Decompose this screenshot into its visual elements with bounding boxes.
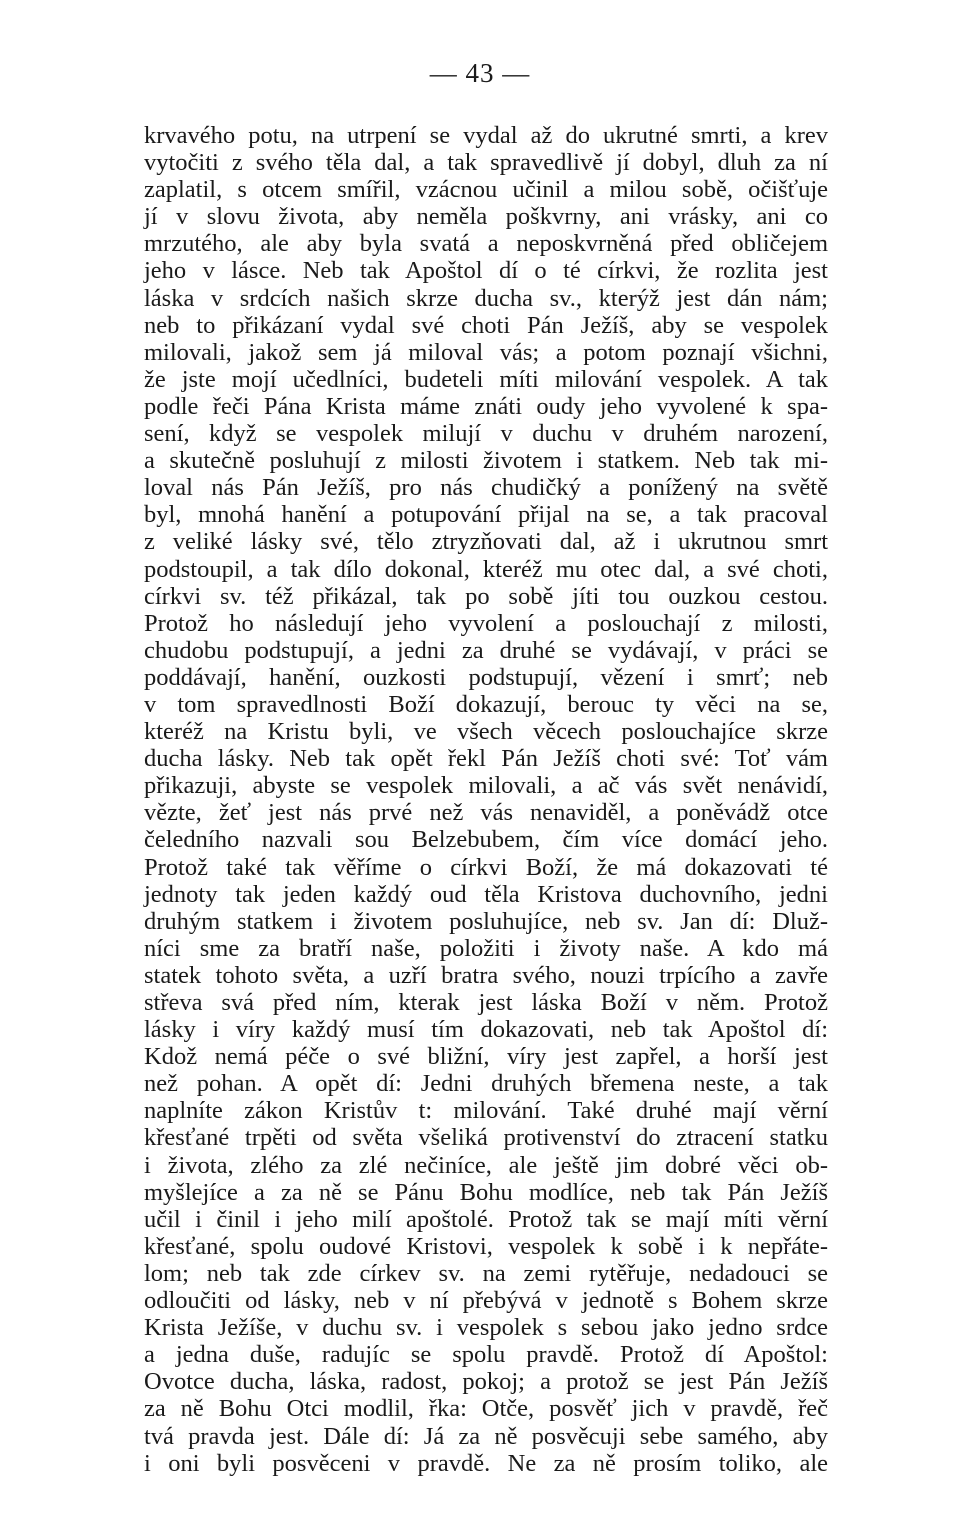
text-line: církvi sv. též přikázal, tak po sobě jíti tou ouzkou cestou. xyxy=(144,582,828,610)
text-line: mrzutého, ale aby byla svatá a neposkvrněná před obličejem xyxy=(144,230,828,258)
text-line: že jste mojí učedlníci, budeteli míti milování vespolek. A tak xyxy=(144,365,828,393)
text-line: statek tohoto světa, a uzří bratra svého, nouzi trpícího a zavře xyxy=(144,961,828,989)
text-line: křesťané trpěti od světa všeliká protivenství do ztracení statku xyxy=(144,1124,828,1152)
text-line: kteréž na Kristu byli, ve všech věcech poslouchajíce skrze xyxy=(144,718,828,746)
text-line: krvavého potu, na utrpení se vydal až do ukrutné smrti, a krev xyxy=(144,122,828,149)
text-line: zaplatil, s otcem smířil, vzácnou učinil a milou sobě, očišťuje xyxy=(144,176,828,204)
text-line: střeva svá před ním, kterak jest láska Boží v něm. Protož xyxy=(144,989,828,1016)
text-line: níci sme za bratří naše, položiti i životy naše. A kdo má xyxy=(144,934,828,962)
text-line: učil i činil i jeho milí apoštolé. Protož tak se mají míti věrní xyxy=(144,1205,828,1233)
text-line: i oni byli posvěceni v pravdě. Ne za ně prosím toliko, ale xyxy=(144,1449,828,1477)
text-line: sení, když se vespolek milují v duchu v druhém narození, xyxy=(144,420,828,448)
text-line: lásky i víry každý musí tím dokazovati, neb tak Apoštol dí: xyxy=(144,1016,828,1044)
text-line: odloučiti od lásky, neb v ní přebývá v jednotě s Bohem skrze xyxy=(144,1287,828,1315)
text-line: než pohan. A opět dí: Jedni druhých břemena neste, a tak xyxy=(144,1070,828,1098)
text-line: milovali, jakož sem já miloval vás; a potom poznají všichni, xyxy=(144,338,828,366)
text-line: podle řeči Pána Krista máme znáti oudy jeho vyvolené k spa- xyxy=(144,392,828,420)
text-line: neb to přikázaní vydal své choti Pán Ježíš, aby se vespolek xyxy=(144,311,828,339)
text-line: přikazuji, abyste se vespolek milovali, a ač vás svět nenávidí, xyxy=(144,772,828,800)
text-line: lom; neb tak zde církev sv. na zemi rytěřuje, nedadouci se xyxy=(144,1259,828,1287)
text-line: loval nás Pán Ježíš, pro nás chudičký a ponížený na světě xyxy=(144,474,828,502)
text-line: čeledního nazvali sou Belzebubem, čím více domácí jeho. xyxy=(144,826,828,854)
text-line: chudobu podstupují, a jedni za druhé se vydávají, v práci se xyxy=(144,636,828,664)
text-line: a skutečně posluhují z milosti životem i statkem. Neb tak mi- xyxy=(144,447,828,475)
text-line: láska v srdcích našich skrze ducha sv., kterýž jest dán nám; xyxy=(144,284,828,312)
text-line: z veliké lásky své, tělo ztryzňovati dal, až i ukrutnou smrt xyxy=(144,528,828,556)
text-line: Krista Ježíše, v duchu sv. i vespolek s sebou jako jedno srdce xyxy=(144,1314,828,1342)
text-line: v tom spravedlnosti Boží dokazují, berouc ty věci na se, xyxy=(144,690,828,718)
text-line: jeho v lásce. Neb tak Apoštol dí o té církvi, že rozlita jest xyxy=(144,257,828,285)
text-line: a jedna duše, radujíc se spolu pravdě. Protož dí Apoštol: xyxy=(144,1341,828,1369)
text-line: podstoupil, a tak dílo dokonal, kteréž mu otec dal, a své choti, xyxy=(144,555,828,583)
text-line: tvá pravda jest. Dále dí: Já za ně posvěcuji sebe samého, aby xyxy=(144,1422,828,1450)
page-number: — 43 — xyxy=(429,58,531,88)
text-line: myšlejíce a za ně se Pánu Bohu modlíce, neb tak Pán Ježíš xyxy=(144,1178,828,1206)
text-line: druhým statkem i životem posluhujíce, neb sv. Jan dí: Dluž- xyxy=(144,907,828,935)
text-line: Protož také tak věříme o církvi Boží, že má dokazovati té xyxy=(144,853,828,881)
text-line: byl, mnohá hanění a potupování přijal na se, a tak pracoval xyxy=(144,501,828,529)
text-line: poddávají, hanění, ouzkosti podstupují, vězení i smrť; neb xyxy=(144,663,828,691)
text-line: vězte, žeť jest nás prvé než vás nenaviděl, a poněvádž otce xyxy=(144,799,828,827)
text-line: jí v slovu života, aby neměla poškvrny, ani vrásky, ani co xyxy=(144,203,828,231)
text-line: jednoty tak jeden každý oud těla Kristova duchovního, jedni xyxy=(144,880,828,908)
text-line: ducha lásky. Neb tak opět řekl Pán Ježíš choti své: Toť vám xyxy=(144,745,828,773)
text-line: vytočiti z svého těla dal, a tak spravedlivě jí dobyl, dluh za ní xyxy=(144,149,828,177)
text-line: i života, zlého za zlé nečiníce, ale ještě jim dobré věci ob- xyxy=(144,1151,828,1179)
text-line: Ovotce ducha, láska, radost, pokoj; a protož se jest Pán Ježíš xyxy=(144,1368,828,1396)
text-line: naplníte zákon Kristův t: milování. Také druhé mají věrní xyxy=(144,1097,828,1125)
text-line: Kdož nemá péče o své bližní, víry jest zapřel, a horší jest xyxy=(144,1043,828,1071)
body-text xyxy=(144,122,828,1477)
text-line: křesťané, spolu oudové Kristovi, vespolek k sobě i k nepřáte- xyxy=(144,1232,828,1260)
text-line: Protož ho následují jeho vyvolení a poslouchají z milosti, xyxy=(144,609,828,637)
text-line: za ně Bohu Otci modlil, řka: Otče, posvěť jich v pravdě, řeč xyxy=(144,1395,828,1423)
